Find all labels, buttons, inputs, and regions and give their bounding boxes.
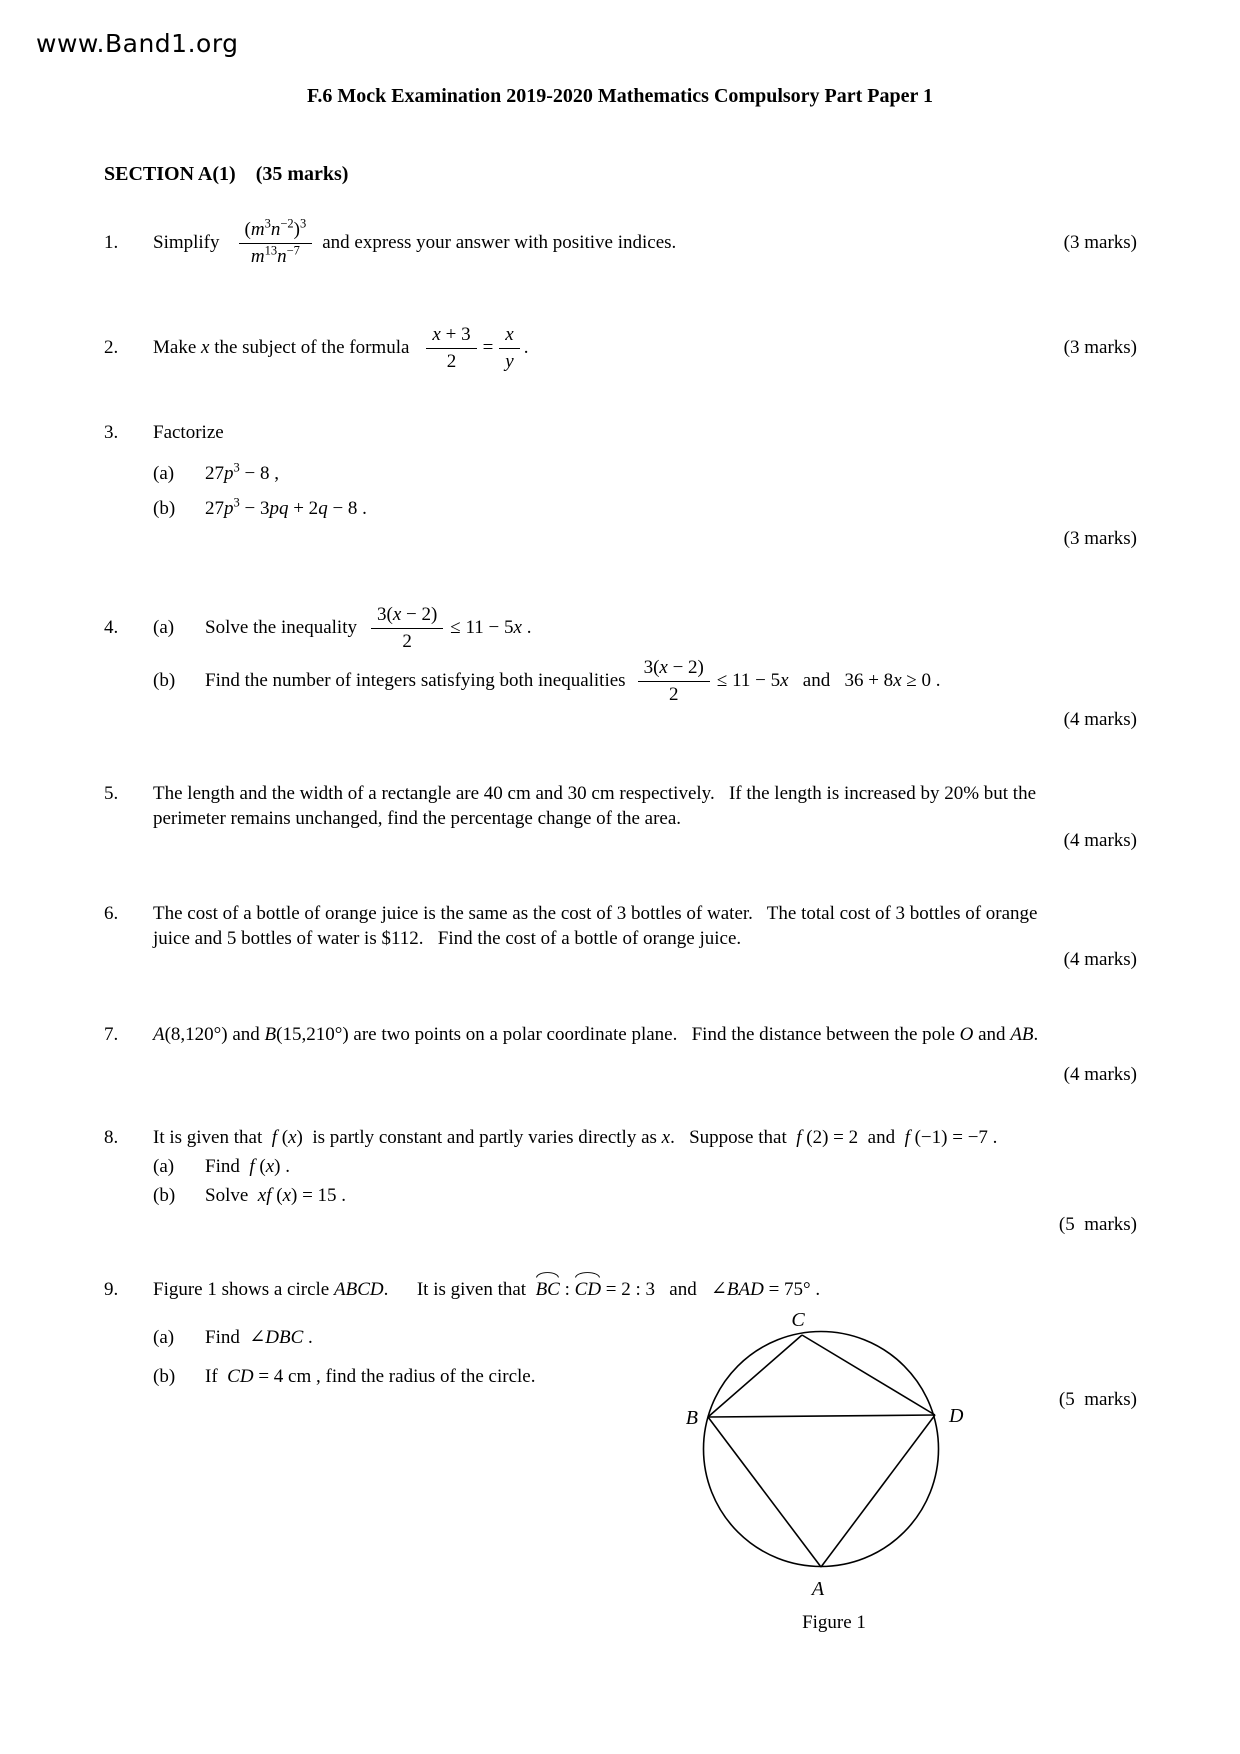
chord-CD	[802, 1335, 935, 1415]
q9-item-a-label: (a)	[153, 1327, 175, 1349]
q4-item-b-text: Find the number of integers satisfying both inequalities	[205, 670, 626, 692]
q4-marks: (4 marks)	[1063, 709, 1137, 730]
q4-item-a-label: (a)	[153, 617, 175, 639]
q7-number: 7.	[104, 1024, 119, 1046]
q3-item-b	[153, 492, 367, 526]
q1-text-post: and express your answer with positive indices.	[322, 232, 677, 254]
q2-text-pre: Make x the subject of the formula	[153, 337, 410, 359]
q3-number: 3.	[104, 422, 119, 444]
q2-period: .	[523, 337, 529, 359]
q6-text-line2: juice and 5 bottles of water is $112. Find the cost of a bottle of orange juice.	[153, 928, 742, 950]
q5-marks: (4 marks)	[1063, 830, 1137, 851]
q2-marks: (3 marks)	[1063, 337, 1137, 359]
question-2	[104, 313, 1137, 383]
q2-fraction-left-numerator: x + 3	[426, 324, 476, 349]
q2-fraction-right-numerator: x	[499, 324, 519, 349]
q2-fraction-right	[499, 324, 519, 373]
q4-item-a-text: Solve the inequality	[205, 617, 357, 639]
q8-item-a-label: (a)	[153, 1156, 175, 1178]
q4-item-b-inequality: ≤ 11 − 5x and 36 + 8x ≥ 0 .	[716, 670, 941, 692]
q2-fraction-left-denominator: 2	[446, 350, 457, 372]
point-label-D: D	[949, 1405, 964, 1427]
q1-marks: (3 marks)	[1063, 232, 1137, 254]
q9-item-a	[153, 1325, 313, 1351]
q4-item-a-inequality: ≤ 11 − 5x .	[450, 617, 532, 639]
q1-fraction-numerator: $(m^3n^{-2})^3$	[239, 219, 313, 244]
q7-text: A(8,120°) and B(15,210°) are two points on a polar coordinate plane. Find the distance between the pole O and AB.	[153, 1024, 1039, 1046]
q9-item-b-label: (b)	[153, 1366, 176, 1388]
q9-marks: (5 marks)	[1058, 1389, 1137, 1410]
q3-item-b-expression: $27p^3 - 3pq + 2q - 8$ .	[205, 495, 367, 520]
q4-item-b-fraction-denominator: 2	[668, 683, 679, 705]
q3-item-a-label: (a)	[153, 463, 175, 485]
q5-line2	[153, 806, 681, 832]
q9-text: Figure 1 shows a circle ABCD. It is given that BC : CD = 2 : 3 and ∠BAD = 75° .	[153, 1279, 821, 1301]
q2-equals-sign: =	[482, 337, 494, 359]
q5-text-line2: perimeter remains unchanged, find the percentage change of the area.	[153, 808, 682, 830]
q7-marks: (4 marks)	[1063, 1064, 1137, 1085]
point-label-B: B	[685, 1407, 698, 1429]
question-5	[104, 781, 1036, 807]
question-7	[104, 1022, 1038, 1048]
point-label-C: C	[791, 1309, 805, 1331]
q1-fraction	[239, 216, 313, 268]
point-label-A: A	[811, 1578, 825, 1600]
q3-marks: (3 marks)	[1063, 528, 1137, 549]
q4-number: 4.	[104, 617, 119, 639]
circle-outline	[704, 1332, 939, 1567]
section-heading: SECTION A(1) (35 marks)	[104, 163, 349, 185]
q8-text: It is given that f (x) is partly constant and partly varies directly as x. Suppose that f (2) = 2 and f (−1) = −7 .	[153, 1127, 998, 1149]
chord-BA	[708, 1417, 821, 1567]
q8-item-a-text: Find f (x) .	[205, 1156, 290, 1178]
q4-item-a-fraction-numerator: 3(x − 2)	[371, 604, 443, 629]
q2-fraction-right-denominator: y	[505, 350, 514, 372]
q8-item-b	[153, 1183, 346, 1209]
q8-item-b-text: Solve xf (x) = 15 .	[205, 1185, 347, 1207]
q1-text-pre: Simplify	[153, 232, 220, 254]
question-1	[104, 208, 1137, 278]
figure-1-circle-diagram	[660, 1300, 1000, 1620]
q4-item-b-label: (b)	[153, 670, 176, 692]
q9-item-b	[153, 1364, 535, 1390]
chord-AD	[821, 1415, 935, 1567]
q3-item-b-label: (b)	[153, 498, 176, 520]
q2-number: 2.	[104, 337, 119, 359]
q9-item-a-text: Find ∠DBC .	[205, 1327, 313, 1349]
question-3	[104, 420, 224, 446]
figure-1-caption: Figure 1	[802, 1612, 866, 1633]
q8-number: 8.	[104, 1127, 119, 1149]
q6-line2	[153, 926, 741, 952]
q9-number: 9.	[104, 1279, 119, 1301]
q1-number: 1.	[104, 232, 119, 254]
chord-BD	[708, 1415, 935, 1417]
q6-text-line1: The cost of a bottle of orange juice is the same as the cost of 3 bottles of water. The total cost of 3 bottles of orange	[153, 903, 1038, 925]
q3-item-a-expression: $27p^3 - 8$ ,	[205, 460, 279, 485]
q8-marks: (5 marks)	[1058, 1214, 1137, 1235]
q5-text-line1: The length and the width of a rectangle are 40 cm and 30 cm respectively. If the length is increased by 20% but the	[153, 783, 1037, 805]
page-title: F.6 Mock Examination 2019-2020 Mathematics Compulsory Part Paper 1	[306, 85, 934, 107]
q6-marks: (4 marks)	[1063, 949, 1137, 970]
q5-number: 5.	[104, 783, 119, 805]
q8-item-b-label: (b)	[153, 1185, 176, 1207]
q3-item-a	[153, 457, 279, 491]
site-watermark: www.Band1.org	[36, 29, 239, 58]
q9-item-b-text: If CD = 4 cm , find the radius of the circle.	[205, 1366, 536, 1388]
q1-fraction-denominator: $m^{13}n^{-7}$	[250, 243, 300, 267]
q4-item-b-fraction-numerator: 3(x − 2)	[638, 657, 710, 682]
q4-item-b	[153, 646, 1137, 716]
q2-fraction-left	[426, 324, 476, 373]
q6-number: 6.	[104, 903, 119, 925]
q4-item-b-fraction	[638, 657, 710, 706]
q3-heading: Factorize	[153, 422, 224, 444]
question-8	[104, 1125, 997, 1151]
chord-BC	[708, 1335, 802, 1417]
question-6	[104, 901, 1037, 927]
q4-item-a-fraction-denominator: 2	[402, 630, 412, 652]
q8-item-a	[153, 1154, 290, 1180]
